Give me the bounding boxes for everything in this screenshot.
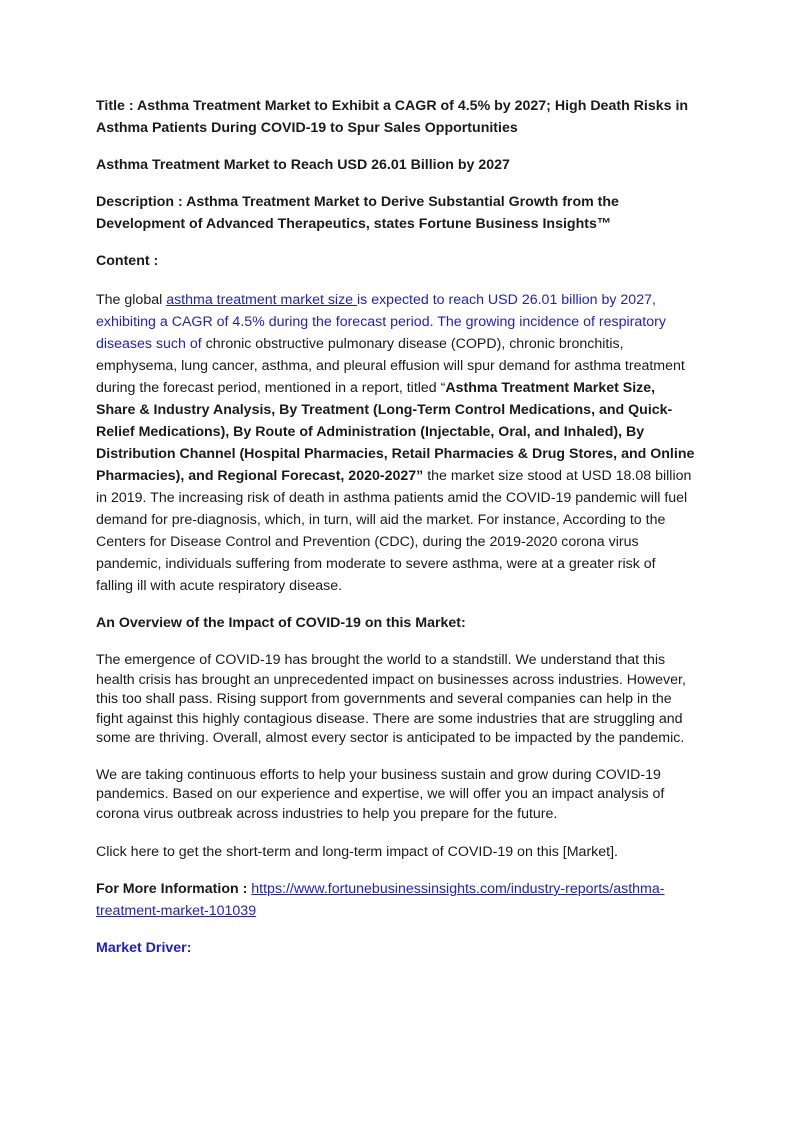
intro-blue-text: is expected to reach USD 26.01 billion by 2027, exhibiting a CAGR of 4.5% during the forecast period. The growing incidence of respiratory diseases such of — [96, 292, 666, 352]
more-info-label: For More Information : — [96, 881, 252, 897]
overview-paragraph: The emergence of COVID-19 has brought the world to a standstill. We understand that this health crisis has brought an unprecedented impact on businesses across industries. However, this too shall pass. Rising support from governments and several companies can help in the fight against this highly contagious disease. There are some industries that are struggling and some are thriving. Overall, almost every sector is anticipated to be impacted by the pandemic. — [96, 652, 686, 746]
content-label: Content : — [96, 253, 159, 269]
intro-text-1: chronic obstructive pulmonary disease (COPD), chronic bronchitis, emphysema, lung cancer, asthma, and pleural effusion will spur demand for asthma treatment during the forecast period, mentioned in a report, titled “ — [96, 336, 685, 396]
document-title — [96, 95, 696, 139]
intro-paragraph — [96, 289, 696, 597]
description-text: Asthma Treatment Market to Derive Substantial Growth from the Development of Advanced Therapeutics, states Fortune Business Insights™ — [96, 194, 619, 232]
intro-text-2: the market size stood at USD 18.08 billion in 2019. The increasing risk of death in asthma patients amid the COVID-19 pandemic will fuel demand for pre-diagnosis, which, in turn, will aid the market. For instance, According to the Centers for Disease Control and Prevention (CDC), during the 2019-2020 corona virus pandemic, individuals suffering from moderate to severe asthma, were at a greater risk of falling ill with acute respiratory disease. — [96, 468, 692, 594]
overview-heading: An Overview of the Impact of COVID-19 on this Market: — [96, 615, 466, 631]
more-info-link[interactable]: https://www.fortunebusinessinsights.com/industry-reports/asthma-treatment-market-101039 — [96, 881, 665, 919]
report-title: Asthma Treatment Market Size, Share & Industry Analysis, By Treatment (Long-Term Control Medications, and Quick-Relief Medications), By Route of Administration (Injectable, Oral, and Inhaled), By Distribution Channel (Hospital Pharmacies, Retail Pharmacies & Drug Stores, and Online Pharmacies), and Regional Forecast, 2020-2027” — [96, 380, 695, 484]
efforts-paragraph: We are taking continuous efforts to help your business sustain and grow during COVID-19 pandemics. Based on our experience and expertise, we will offer you an impact analysis of corona virus outbreak across industries to help you prepare for the future. — [96, 766, 665, 822]
title-text: Asthma Treatment Market to Exhibit a CAGR of 4.5% by 2027; High Death Risks in Asthma Patients During COVID-19 to Spur Sales Opportunities — [96, 98, 689, 136]
description — [96, 191, 696, 235]
headline: Asthma Treatment Market to Reach USD 26.01 Billion by 2027 — [96, 157, 510, 173]
title-label: Title : — [96, 98, 137, 114]
market-size-link[interactable]: asthma treatment market size — [166, 292, 358, 308]
more-info — [96, 878, 696, 922]
intro-prefix: The global — [96, 292, 167, 308]
description-label: Description : — [96, 194, 187, 210]
market-driver-heading: Market Driver: — [96, 940, 192, 956]
click-here-paragraph: Click here to get the short-term and long-term impact of COVID-19 on this [Market]. — [96, 844, 618, 860]
document-page — [96, 95, 696, 973]
